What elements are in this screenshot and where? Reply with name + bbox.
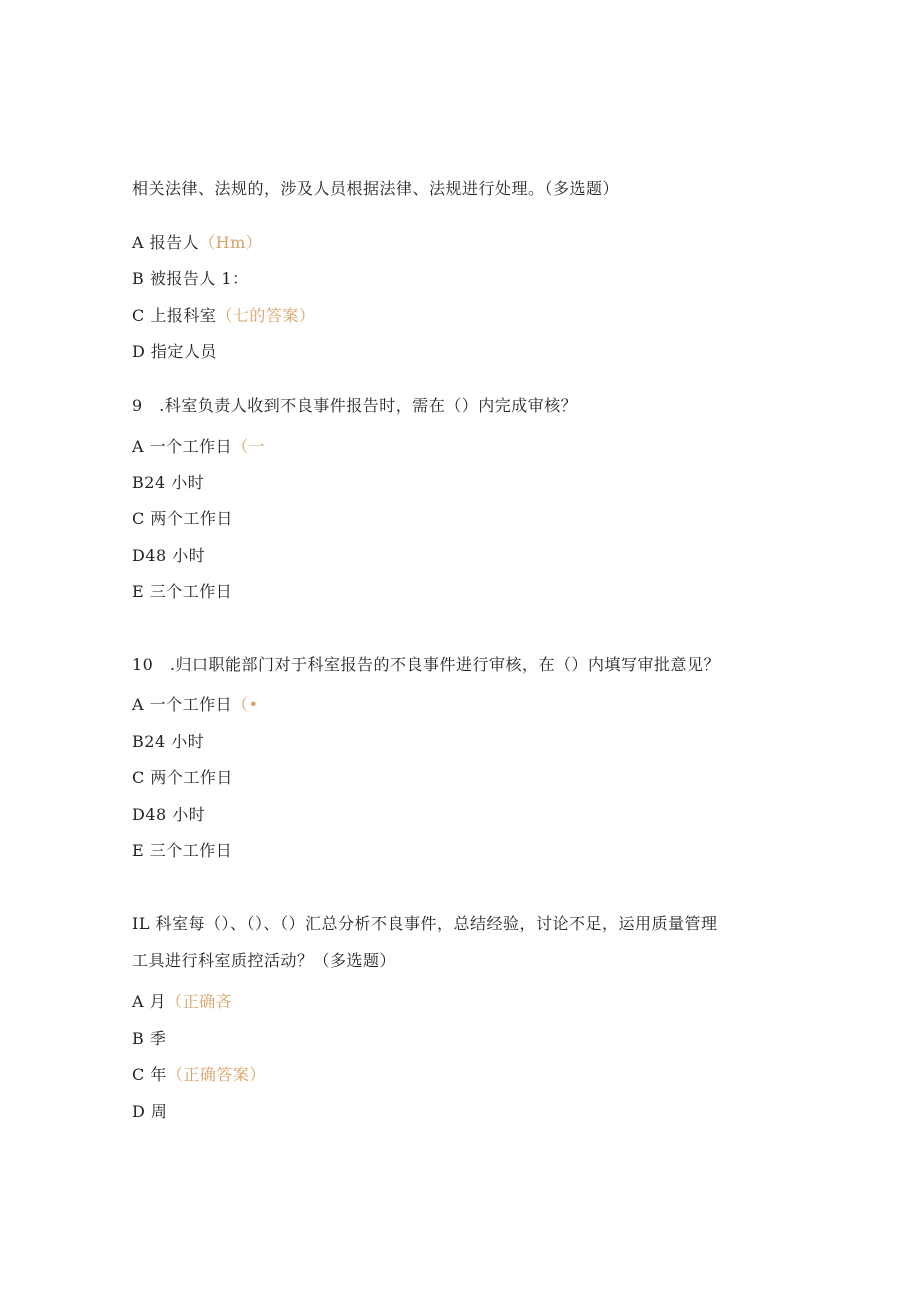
q11-option-c: [132, 1064, 266, 1086]
answer-mark: （一: [232, 437, 266, 456]
q10-stem: 10 .归口职能部门对于科室报告的不良事件进行审核，在（）内填写审批意见？: [132, 655, 720, 674]
q11-option-d: [132, 1101, 167, 1123]
option-text: A 月: [132, 992, 167, 1011]
q11-option-b: [132, 1028, 166, 1050]
q9-option-a: [132, 436, 265, 458]
q10-option-b: [132, 731, 204, 753]
option-text: A 一个工作日: [132, 437, 233, 456]
option-text: A 报告人: [132, 233, 200, 252]
q9-stem: 9 .科室负责人收到不良事件报告时，需在（）内完成审核？: [132, 396, 578, 415]
answer-mark: （正确答案）: [166, 1065, 266, 1084]
option-text: C 两个工作日: [132, 768, 233, 787]
q10-option-c: [132, 767, 233, 789]
q10-option-e: [132, 840, 232, 862]
option-text: D48 小时: [132, 546, 206, 565]
q8-option-b: [132, 268, 249, 290]
q10-option-d: [132, 804, 205, 826]
option-text: C 年: [132, 1065, 167, 1084]
q11-option-a: [132, 991, 232, 1013]
q8-option-c: [132, 305, 315, 327]
q11-stem-line1: IL 科室每（）、（）、（）汇总分析不良事件，总结经验，讨论不足，运用质量管理: [132, 914, 718, 933]
answer-mark: （正确吝: [166, 992, 233, 1011]
q8-option-a: [132, 232, 262, 254]
option-text: B 被报告人 1：: [132, 269, 249, 288]
option-text: D48 小时: [132, 805, 206, 824]
option-text: D 指定人员: [132, 342, 217, 361]
option-text: E 三个工作日: [132, 582, 233, 601]
q9-option-c: [132, 508, 233, 530]
q9-option-d: [132, 545, 205, 567]
q9-option-e: [132, 581, 232, 603]
answer-mark: （七的答案）: [216, 306, 316, 325]
option-text: B24 小时: [132, 473, 205, 492]
option-text: D 周: [132, 1102, 168, 1121]
q8-stem-tail: 相关法律、法规的，涉及人员根据法律、法规进行处理。（多选题）: [132, 179, 620, 198]
answer-mark: （Hm）: [199, 233, 263, 252]
q9-option-b: [132, 472, 204, 494]
q11-stem-line2: 工具进行科室质控活动？（多选题）: [132, 951, 397, 970]
option-text: B24 小时: [132, 732, 205, 751]
option-text: E 三个工作日: [132, 841, 233, 860]
option-text: C 两个工作日: [132, 509, 233, 528]
option-text: B 季: [132, 1029, 167, 1048]
q10-option-a: [132, 694, 259, 716]
option-text: C 上报科室: [132, 306, 217, 325]
answer-mark: （•: [232, 695, 259, 714]
option-text: A 一个工作日: [132, 695, 233, 714]
q8-option-d: [132, 341, 217, 363]
